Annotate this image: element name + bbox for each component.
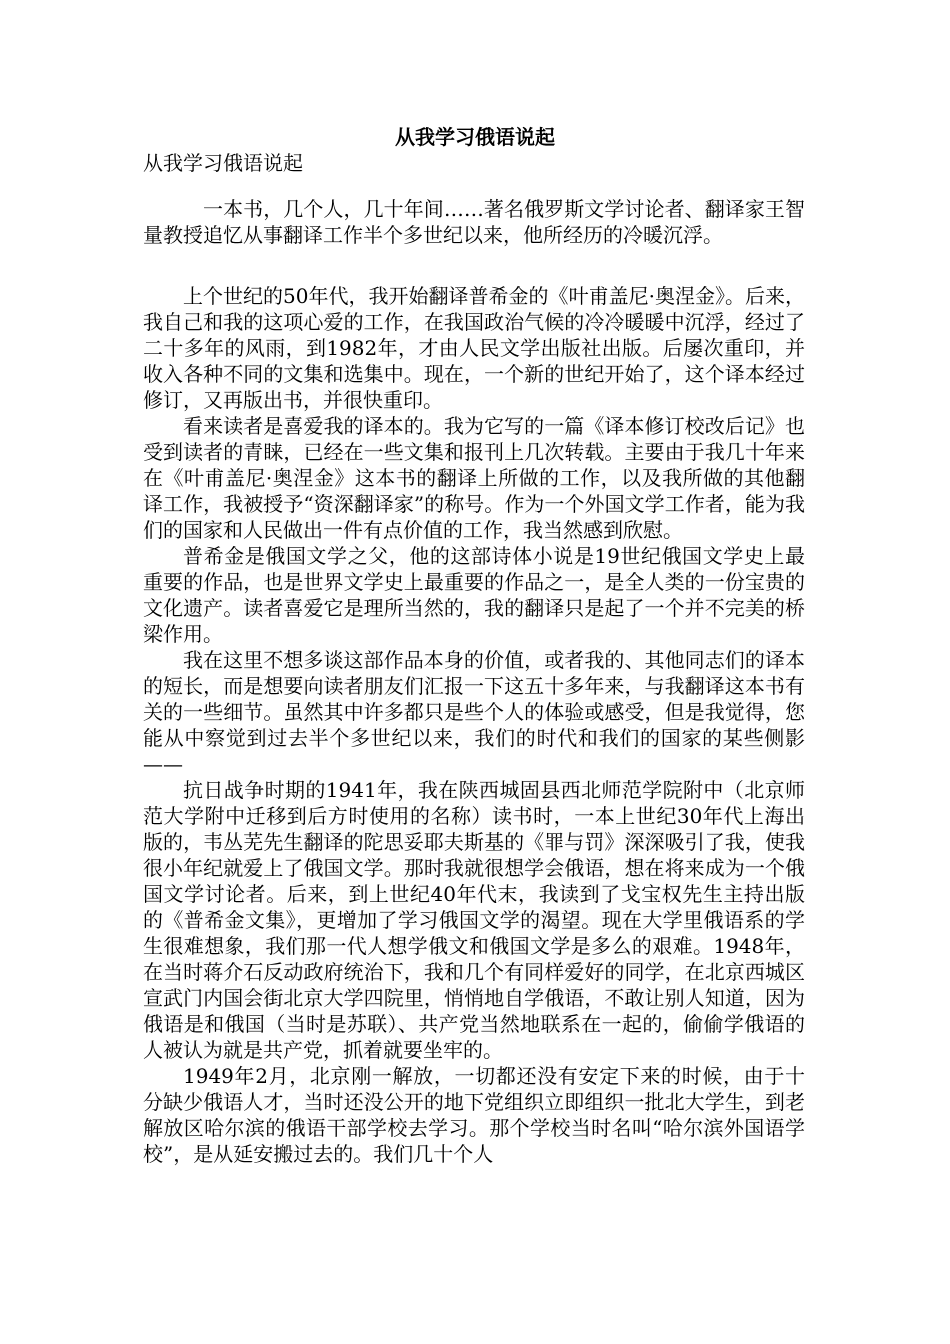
paragraph-gap (143, 248, 805, 283)
paragraph: 1949年2月，北京刚一解放，一切都还没有安定下来的时候，由于十分缺少俄语人才，当时还没公开的地下党组织立即组织一批北大学生，到老解放区哈尔滨的俄语干部学校去学习。那个学校当时名叫“哈尔滨外国语学校”，是从延安搬过去的。我们几十个人 (143, 1064, 805, 1166)
paragraph: 看来读者是喜爱我的译本的。我为它写的一篇《译本修订校改后记》也受到读者的青睐，已经在一些文集和报刊上几次转载。主要由于我几十年来在《叶甫盖尼·奥涅金》这本书的翻译上所做的工作，以及我所做的其他翻译工作，我被授予“资深翻译家”的称号。作为一个外国文学工作者，能为我们的国家和人民做出一件有点价值的工作，我当然感到欣慰。 (143, 414, 805, 542)
paragraph: 抗日战争时期的1941年，我在陕西城固县西北师范学院附中（北京师范大学附中迁移到后方时使用的名称）读书时，一本上世纪30年代上海出版的，韦丛芜先生翻译的陀思妥耶夫斯基的《罪与罚》深深吸引了我，使我很小年纪就爱上了俄国文学。那时我就很想学会俄语，想在将来成为一个俄国文学讨论者。后来，到上世纪40年代末，我读到了戈宝权先生主持出版的《普希金文集》，更增加了学习俄国文学的渴望。现在大学里俄语系的学生很难想象，我们那一代人想学俄文和俄国文学是多么的艰难。1948年，在当时蒋介石反动政府统治下，我和几个有同样爱好的同学，在北京西城区宣武门内国会街北京大学四院里，悄悄地自学俄语，不敢让别人知道，因为俄语是和俄国（当时是苏联）、共产党当然地联系在一起的，偷偷学俄语的人被认为就是共产党，抓着就要坐牢的。 (143, 778, 805, 1062)
paragraph: 普希金是俄国文学之父，他的这部诗体小说是19世纪俄国文学史上最重要的作品，也是世界文学史上最重要的作品之一，是全人类的一份宝贵的文化遗产。读者喜爱它是理所当然的，我的翻译只是起了一个并不完美的桥梁作用。 (143, 544, 805, 646)
intro-paragraph: 一本书，几个人，几十年间……著名俄罗斯文学讨论者、翻译家王智量教授追忆从事翻译工作半个多世纪以来，他所经历的冷暖沉浮。 (143, 197, 805, 247)
article-body (143, 196, 805, 1167)
document-subtitle: 从我学习俄语说起 (143, 151, 303, 175)
document-title: 从我学习俄语说起 (395, 125, 555, 149)
paragraph: 我在这里不想多谈这部作品本身的价值，或者我的、其他同志们的译本的短长，而是想要向读者朋友们汇报一下这五十多年来，与我翻译这本书有关的一些细节。虽然其中许多都只是些个人的体验或感受，但是我觉得，您能从中察觉到过去半个多世纪以来，我们的时代和我们的国家的某些侧影—— (143, 648, 805, 776)
paragraph: 上个世纪的50年代，我开始翻译普希金的《叶甫盖尼·奥涅金》。后来，我自己和我的这项心爱的工作，在我国政治气候的冷冷暖暖中沉浮，经过了二十多年的风雨，到1982年，才由人民文学出版社出版。后屡次重印，并收入各种不同的文集和选集中。现在，一个新的世纪开始了，这个译本经过修订，又再版出书，并很快重印。 (143, 284, 805, 412)
